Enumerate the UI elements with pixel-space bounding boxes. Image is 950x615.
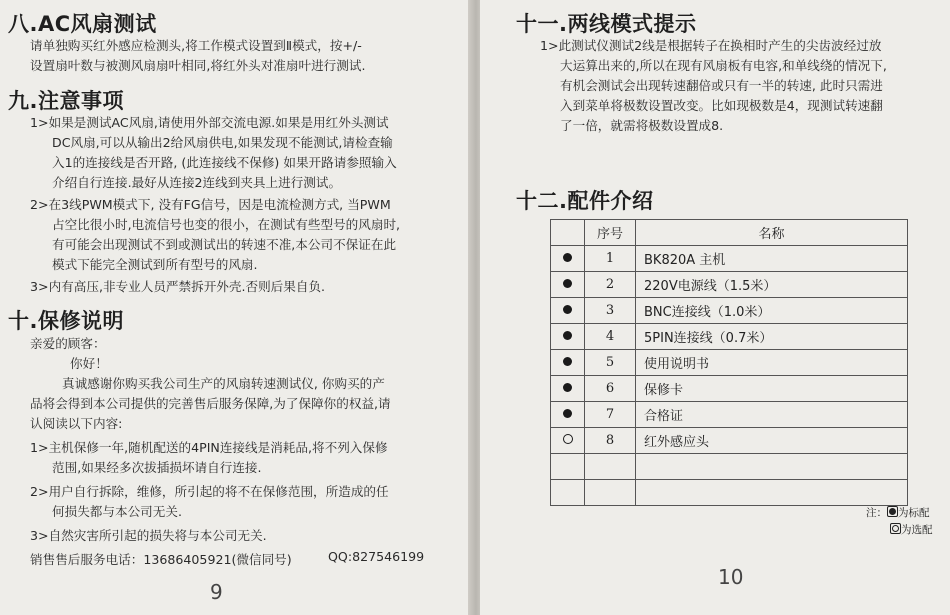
section-9-line: 3>内有高压,非专业人员严禁拆开外壳.否则后果自负. — [30, 279, 326, 294]
legend-standard — [866, 505, 930, 520]
table-row — [551, 350, 908, 376]
section-10-line: 真诚感谢你购买我公司生产的风扇转速测试仪, 你购买的产 — [62, 376, 385, 391]
legend-standard-text: 为标配 — [898, 507, 930, 519]
filled-dot-icon — [563, 383, 572, 392]
row-mark — [551, 246, 585, 272]
section-11-line: 入到菜单将极数设置改变。比如现极数是4，现测试转速翻 — [560, 98, 883, 113]
row-name: 红外感应头 — [636, 428, 908, 454]
filled-dot-icon — [563, 305, 572, 314]
section-10-title: 十.保修说明 — [8, 309, 124, 333]
section-11-line: 有机会测试会出现转速翻倍或只有一半的转速, 此时只需进 — [560, 78, 883, 93]
section-9-line: 入1的连接线是否开路, (此连接线不保修) 如果开路请参照输入 — [52, 155, 397, 170]
row-mark — [551, 272, 585, 298]
service-phone: 销售售后服务电话：13686405921(微信同号) — [30, 552, 292, 567]
table-row — [551, 324, 908, 350]
section-11-title: 十一.两线模式提示 — [516, 12, 697, 36]
section-10-line: 3>自然灾害所引起的损失将与本公司无关. — [30, 528, 267, 543]
section-8-title: 八.AC风扇测试 — [8, 12, 157, 36]
row-number: 5 — [585, 350, 636, 376]
section-10-line: 1>主机保修一年,随机配送的4PIN连接线是消耗品,将不列入保修 — [30, 440, 388, 455]
page-10 — [480, 0, 950, 615]
section-9-line: DC风扇,可以从输出2给风扇供电,如果发现不能测试,请检查输 — [52, 135, 393, 150]
filled-dot-icon — [887, 506, 898, 517]
section-9-line: 有可能会出现测试不到或测试出的转速不准,本公司不保证在此 — [52, 237, 397, 252]
row-mark — [551, 402, 585, 428]
row-name: BK820A 主机 — [636, 246, 908, 272]
section-10-line: 品将会得到本公司提供的完善售后服务保障,为了保障你的权益,请 — [30, 396, 391, 411]
row-name — [636, 454, 908, 480]
empty-dot-icon — [890, 523, 901, 534]
row-number: 6 — [585, 376, 636, 402]
section-12-title: 十二.配件介绍 — [516, 189, 654, 213]
filled-dot-icon — [563, 409, 572, 418]
table-row — [551, 298, 908, 324]
row-name: 5PIN连接线（0.7米） — [636, 324, 908, 350]
table-row — [551, 402, 908, 428]
row-number — [585, 454, 636, 480]
row-name: 使用说明书 — [636, 350, 908, 376]
row-mark — [551, 324, 585, 350]
empty-dot-icon — [563, 434, 573, 444]
row-mark — [551, 480, 585, 506]
service-qq: QQ:827546199 — [328, 549, 425, 564]
row-mark — [551, 298, 585, 324]
row-mark — [551, 376, 585, 402]
section-9-line: 模式下能完全测试到所有型号的风扇. — [52, 257, 258, 272]
table-row — [551, 428, 908, 454]
section-11-line: 了一倍，就需将极数设置成8. — [560, 118, 724, 133]
section-9-line: 1>如果是测试AC风扇,请使用外部交流电源.如果是用红外头测试 — [30, 115, 389, 130]
section-10-line: 2>用户自行拆除，维修，所引起的将不在保修范围，所造成的任 — [30, 484, 389, 499]
page-number: 9 — [210, 580, 223, 604]
section-9-line: 占空比很小时,电流信号也变的很小，在测试有些型号的风扇时, — [52, 217, 401, 232]
column-header-number: 序号 — [585, 220, 636, 246]
section-10-line: 认阅读以下内容: — [30, 416, 123, 431]
row-name: BNC连接线（1.0米） — [636, 298, 908, 324]
legend-label: 注： — [866, 507, 887, 519]
row-number: 3 — [585, 298, 636, 324]
row-number: 7 — [585, 402, 636, 428]
table-row — [551, 454, 908, 480]
table-row — [551, 246, 908, 272]
row-number — [585, 480, 636, 506]
row-mark — [551, 428, 585, 454]
column-header-mark — [551, 220, 585, 246]
row-number: 2 — [585, 272, 636, 298]
page-9 — [0, 0, 472, 615]
greeting: 亲爱的顾客： — [30, 336, 106, 351]
section-10-line: 何损失都与本公司无关. — [52, 504, 182, 519]
section-11-line: 1>此测试仪测试2线是根据转子在换相时产生的尖齿波经过放 — [540, 38, 882, 53]
accessories-table — [550, 219, 908, 506]
row-name — [636, 480, 908, 506]
row-name: 220V电源线（1.5米） — [636, 272, 908, 298]
filled-dot-icon — [563, 357, 572, 366]
row-mark — [551, 454, 585, 480]
page-number: 10 — [718, 565, 744, 589]
filled-dot-icon — [563, 279, 572, 288]
row-name: 合格证 — [636, 402, 908, 428]
row-name: 保修卡 — [636, 376, 908, 402]
filled-dot-icon — [563, 253, 572, 262]
table-row — [551, 480, 908, 506]
legend-optional-text: 为选配 — [901, 524, 933, 536]
section-9-line: 介绍自行连接.最好从连接2连线到夹具上进行测试。 — [52, 175, 342, 190]
row-number: 4 — [585, 324, 636, 350]
greeting: 你好！ — [70, 356, 108, 371]
legend-optional — [890, 522, 933, 537]
table-row — [551, 272, 908, 298]
table-row — [551, 376, 908, 402]
row-number: 1 — [585, 246, 636, 272]
section-9-line: 2>在3线PWM模式下, 没有FG信号，因是电流检测方式, 当PWM — [30, 197, 391, 212]
table-header-row — [551, 220, 908, 246]
section-10-line: 范围,如果经多次拔插损坏请自行连接. — [52, 460, 262, 475]
row-mark — [551, 350, 585, 376]
section-11-line: 大运算出来的,所以在现有风扇板有电容,和单线绕的情况下, — [560, 58, 887, 73]
section-9-title: 九.注意事项 — [8, 89, 124, 113]
filled-dot-icon — [563, 331, 572, 340]
section-8-line: 请单独购买红外感应检测头,将工作模式设置到Ⅱ模式，按+/- — [30, 38, 362, 53]
column-header-name: 名称 — [636, 220, 908, 246]
row-number: 8 — [585, 428, 636, 454]
section-8-line: 设置扇叶数与被测风扇扇叶相同,将红外头对准扇叶进行测试. — [30, 58, 366, 73]
